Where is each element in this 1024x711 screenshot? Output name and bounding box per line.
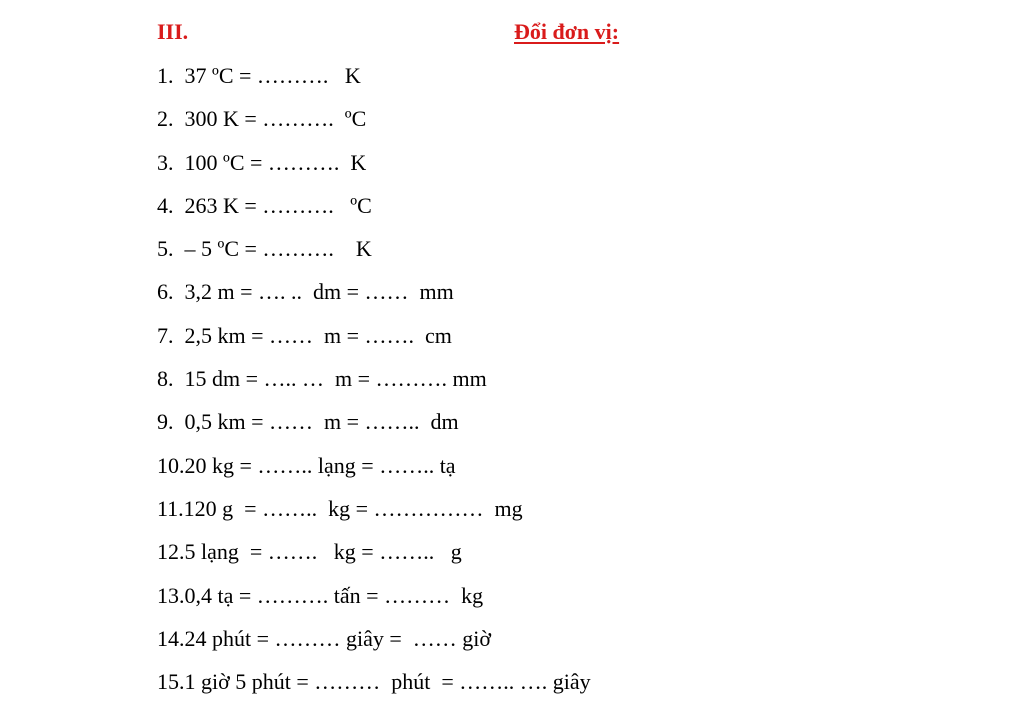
- exercise-item-10: 10.20 kg = …….. lạng = …….. tạ: [157, 452, 456, 478]
- exercise-item-12: 12.5 lạng = ……. kg = …….. g: [157, 539, 462, 565]
- exercise-item-5: 5. – 5 ºC = ………. K: [157, 236, 372, 262]
- exercise-item-11: 11.120 g = …….. kg = …………… mg: [157, 495, 523, 521]
- exercise-item-8: 8. 15 dm = ….. … m = ………. mm: [157, 366, 487, 392]
- exercise-item-9: 9. 0,5 km = …… m = …….. dm: [157, 409, 459, 435]
- exercise-item-3: 3. 100 ºC = ………. K: [157, 149, 367, 175]
- exercise-item-7: 7. 2,5 km = …… m = ……. cm: [157, 322, 452, 348]
- exercise-item-6: 6. 3,2 m = …. .. dm = …… mm: [157, 279, 454, 305]
- exercise-item-2: 2. 300 K = ………. ºC: [157, 106, 367, 132]
- exercise-item-13: 13.0,4 tạ = ………. tấn = ……… kg: [157, 582, 484, 608]
- exercise-item-15: 15.1 giờ 5 phút = ……… phút = …….. …. giây: [157, 669, 591, 695]
- exercise-item-1: 1. 37 ºC = ………. K: [157, 63, 361, 88]
- exercise-item-4: 4. 263 K = ………. ºC: [157, 192, 372, 218]
- section-number: III.: [157, 19, 189, 44]
- exercise-list: [157, 62, 591, 711]
- exercise-item-14: 14.24 phút = ……… giây = …… giờ: [157, 625, 492, 651]
- section-title: Đổi đơn vị:: [514, 19, 620, 44]
